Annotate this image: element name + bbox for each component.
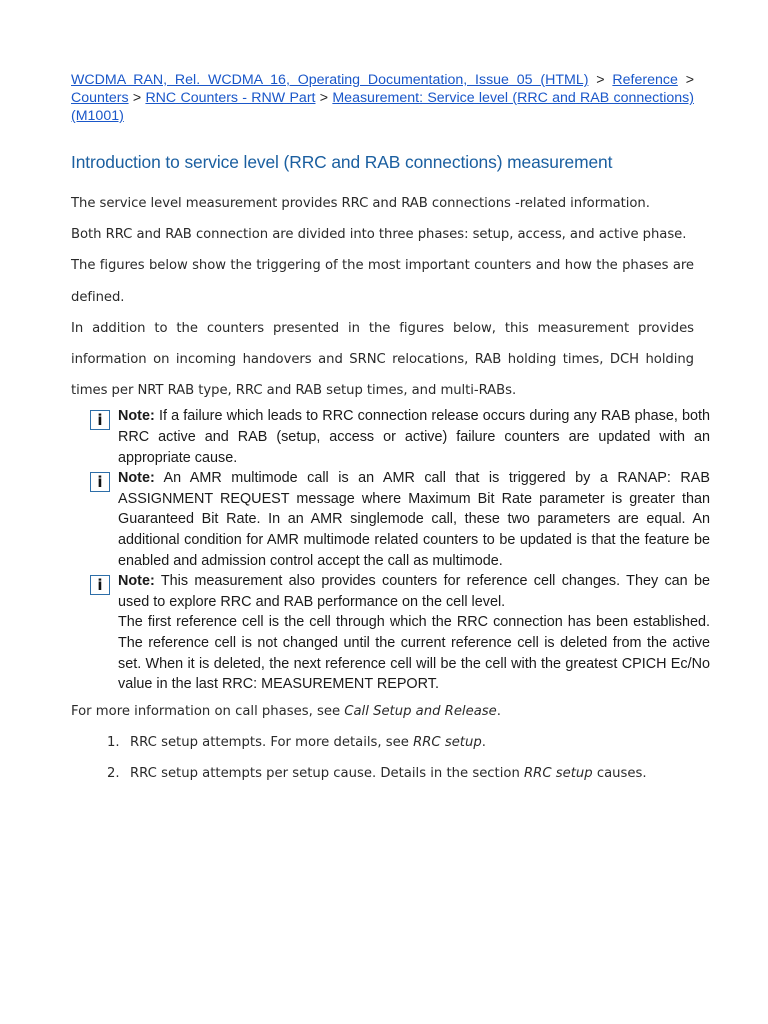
figures-paragraph: The figures below show the triggering of the most important counters and how the phases are defined. bbox=[71, 258, 694, 305]
list-item-suffix: . bbox=[481, 734, 486, 750]
note-extra-text: The first reference cell is the cell through which the RRC connection has been established. The reference cell is not changed until the current reference cell is deleted from the active set. When it is deleted, the next reference cell will be the cell with the greatest CPICH Ec/No value in the last RRC: MEASUREMENT REPORT. bbox=[118, 614, 710, 693]
info-icon: i bbox=[90, 472, 110, 492]
note-text bbox=[118, 468, 710, 571]
info-icon: i bbox=[90, 575, 110, 595]
list-item-suffix: causes. bbox=[592, 765, 647, 781]
breadcrumb-link-rnc-counters[interactable]: RNC Counters - RNW Part bbox=[145, 90, 316, 106]
document-page bbox=[71, 71, 710, 784]
list-item-text: RRC setup attempts per setup cause. Details in the section bbox=[130, 765, 525, 781]
note-reference-cell bbox=[71, 571, 710, 695]
more-info-suffix: . bbox=[496, 703, 501, 719]
info-icon: i bbox=[90, 410, 110, 430]
note-text bbox=[118, 571, 710, 612]
breadcrumb-link-measurement[interactable]: Measurement: Service level (RRC and RAB connections) (M1001) bbox=[71, 90, 694, 124]
intro-paragraph: The service level measurement provides RRC and RAB connections -related information. bbox=[71, 196, 650, 211]
additional-info-paragraph: In addition to the counters presented in the figures below, this measurement provides information on incoming handovers and SRNC relocations, RAB holding times, DCH holding times per NRT RAB type, RRC and RAB setup times, and multi-RABs. bbox=[71, 320, 694, 399]
note-label: Note: bbox=[118, 573, 155, 590]
note-label: Note: bbox=[118, 408, 155, 425]
breadcrumb-separator: > bbox=[596, 72, 605, 88]
list-item-text: RRC setup attempts. For more details, see bbox=[130, 734, 414, 750]
more-info-paragraph bbox=[71, 702, 694, 722]
breadcrumb-separator: > bbox=[319, 90, 329, 106]
note-text bbox=[118, 406, 710, 468]
page-title: Introduction to service level (RRC and RAB connections) measurement bbox=[71, 152, 613, 172]
note-body: This measurement also provides counters for reference cell changes. They can be used to explore RRC and RAB performance on the cell level. bbox=[118, 573, 710, 610]
breadcrumb-link-counters[interactable]: Counters bbox=[71, 90, 129, 106]
list-item-number: 2. bbox=[107, 765, 120, 781]
call-setup-link[interactable]: Call Setup and Release bbox=[344, 703, 497, 719]
breadcrumb-separator: > bbox=[685, 72, 694, 88]
rrc-setup-link[interactable]: RRC setup bbox=[413, 734, 482, 750]
list-item bbox=[71, 764, 694, 784]
note-body: If a failure which leads to RRC connection release occurs during any RAB phase, both RRC active and RAB (setup, access or active) failure counters are updated with an appropriate cause. bbox=[118, 408, 710, 466]
list-item bbox=[71, 733, 694, 753]
note-body: An AMR multimode call is an AMR call that is triggered by a RANAP: RAB ASSIGNMENT REQUEST message where Maximum Bit Rate parameter is greater than Guaranteed Bit Rate. In an AMR singlemode call, these two parameters are equal. An additional condition for AMR multimode related counters to be updated is that the feature be enabled and admission control accept the call as multimode. bbox=[118, 470, 710, 569]
steps-list bbox=[71, 733, 694, 784]
more-info-prefix: For more information on call phases, see bbox=[71, 703, 345, 719]
breadcrumb-link-doc-root[interactable]: WCDMA RAN, Rel. WCDMA 16, Operating Documentation, Issue 05 (HTML) bbox=[71, 72, 589, 88]
breadcrumb-separator: > bbox=[132, 90, 142, 106]
note-rrc-failure bbox=[71, 406, 710, 468]
rrc-setup-causes-link[interactable]: RRC setup bbox=[524, 765, 593, 781]
note-amr-multimode bbox=[71, 468, 710, 571]
breadcrumb bbox=[71, 71, 694, 125]
phases-paragraph: Both RRC and RAB connection are divided into three phases: setup, access, and active phase. bbox=[71, 227, 687, 243]
note-label: Note: bbox=[118, 470, 155, 487]
breadcrumb-link-reference[interactable]: Reference bbox=[612, 72, 678, 88]
list-item-number: 1. bbox=[107, 734, 120, 750]
